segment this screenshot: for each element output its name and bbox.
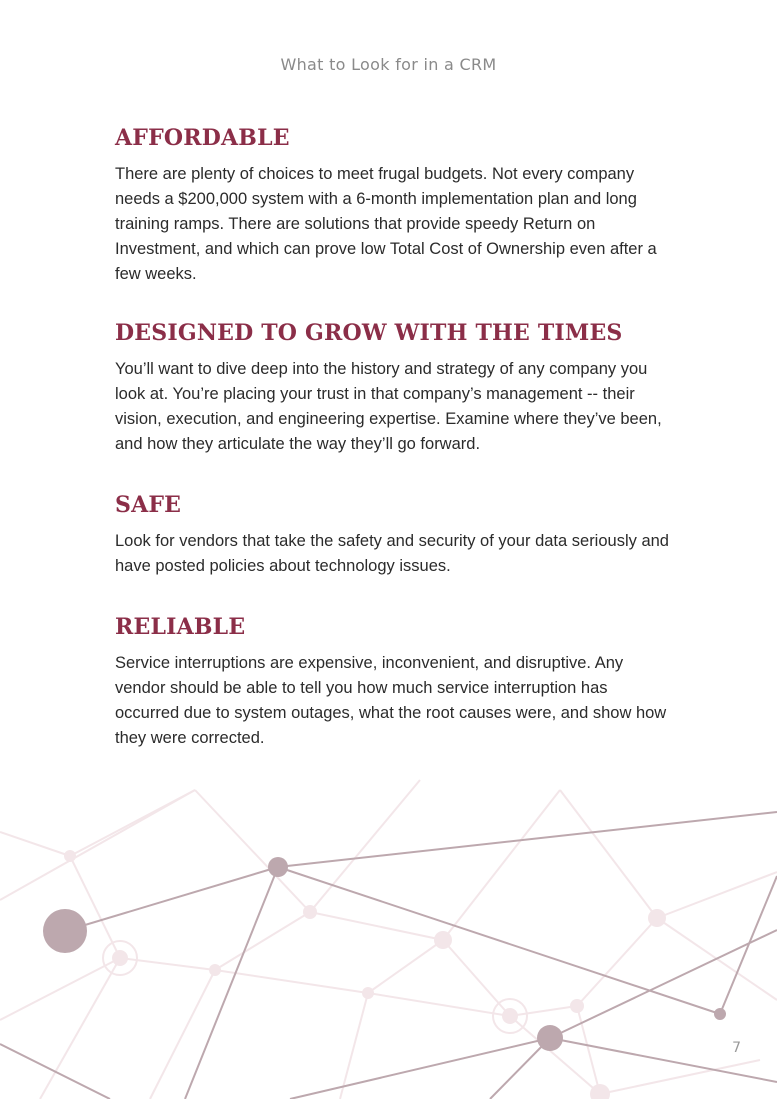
network-light-lines [0, 780, 777, 1099]
network-dark-nodes [43, 857, 726, 1051]
section-body: There are plenty of choices to meet frugal budgets. Not every company needs a $200,000 system with a 6-month implementation plan and long training ramps. There are solutions that provide speedy Return on Investment, and which can prove low Total Cost of Ownership even after a few weeks. [115, 165, 657, 283]
section-heading: AFFORDABLE [115, 125, 290, 151]
running-header: What to Look for in a CRM [280, 55, 497, 74]
section-body: You’ll want to dive deep into the history and strategy of any company you look at. You’re placing your trust in that company’s management -- their vision, execution, and engineering expertise. Examine where they’ve been, and how they articulate the way they’ll go forward. [115, 360, 662, 453]
network-dark-lines [0, 812, 777, 1099]
section-body: Look for vendors that take the safety and security of your data seriously and have posted policies about technology issues. [115, 532, 669, 575]
section-heading: RELIABLE [115, 614, 246, 640]
page-number: 7 [732, 1040, 741, 1056]
section-heading: DESIGNED TO GROW WITH THE TIMES [115, 320, 623, 346]
network-light-rings [103, 941, 527, 1033]
section-heading: SAFE [115, 492, 182, 518]
section-reliable [115, 611, 675, 751]
network-light-nodes [64, 850, 666, 1099]
main-content [115, 122, 675, 751]
section-safe [115, 489, 675, 579]
section-designed-to-grow [115, 317, 675, 457]
section-affordable [115, 122, 675, 287]
section-body: Service interruptions are expensive, inconvenient, and disruptive. Any vendor should be able to tell you how much service interruption has occurred due to system outages, what the root causes were, and show how they were corrected. [115, 654, 667, 747]
